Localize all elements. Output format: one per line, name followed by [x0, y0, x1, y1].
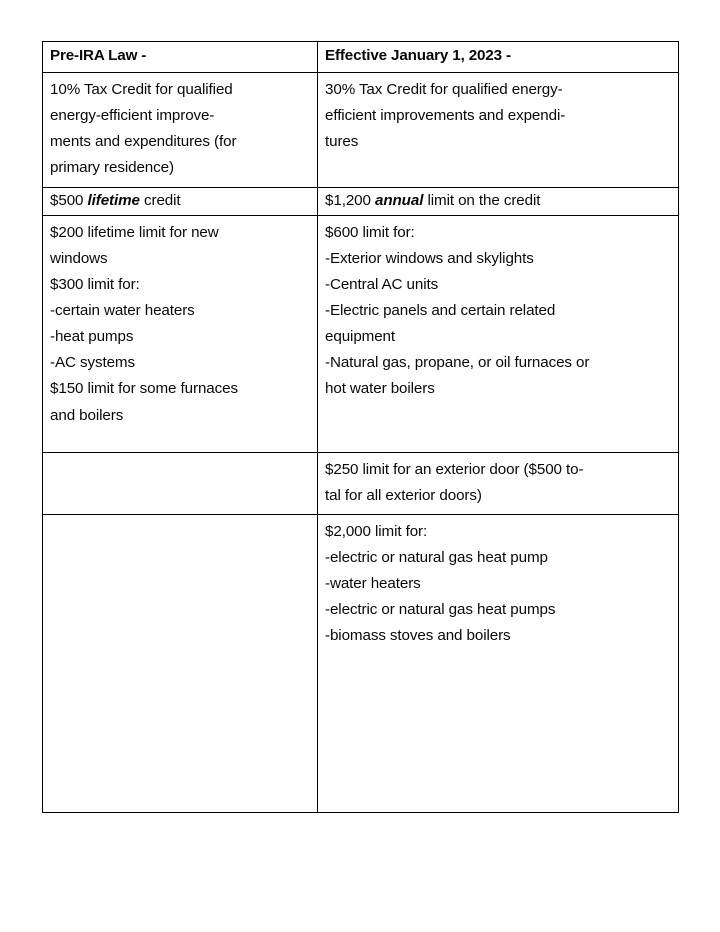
table-row [43, 514, 679, 812]
text-line: -Central AC units [325, 275, 439, 293]
text-prefix: $500 [50, 191, 88, 209]
text-line: $250 limit for an exterior door ($500 to- [325, 460, 584, 478]
text-line: ments and expenditures (for [50, 133, 237, 151]
header-cell-effective-2023 [318, 42, 679, 73]
text-line: hot water boilers [325, 380, 435, 398]
text-line: -electric or natural gas heat pump [325, 549, 548, 567]
text-line [50, 190, 311, 212]
cell-exterior-doors-left-empty [43, 452, 318, 514]
text-line: -Natural gas, propane, or oil furnaces or [325, 354, 590, 372]
text-suffix: limit on the credit [423, 191, 541, 209]
cell-exterior-doors-right [318, 452, 679, 514]
text-line: 30% Tax Credit for qualified energy- [325, 81, 563, 98]
cell-overview-right [318, 73, 679, 188]
text-line: and boilers [50, 406, 124, 424]
header-cell-pre-ira [43, 42, 318, 73]
text-line: -heat pumps [50, 328, 134, 346]
text-line: equipment [325, 328, 396, 346]
text-line: tal for all exterior doors) [325, 486, 482, 504]
text-line: windows [50, 249, 108, 267]
table-row [43, 187, 679, 215]
text-emphasis: annual [374, 191, 424, 209]
text-line: -AC systems [50, 354, 135, 372]
text-line: -water heaters [325, 575, 421, 593]
text-line: $300 limit for: [50, 275, 140, 293]
text-line: $200 lifetime limit for new [50, 223, 219, 241]
text-line: tures [325, 133, 359, 151]
text-line: -biomass stoves and boilers [325, 627, 511, 645]
header-label-pre-ira: Pre-IRA Law - [50, 47, 147, 64]
text-prefix: $1,200 [325, 191, 375, 209]
table-header-row [43, 42, 679, 73]
text-line: -Exterior windows and skylights [325, 249, 534, 267]
text-line [325, 190, 672, 212]
cell-component-limits-right [318, 215, 679, 452]
text-line: efficient improvements and expendi- [325, 107, 566, 125]
header-label-effective-2023: Effective January 1, 2023 - [325, 47, 511, 64]
text-line: primary residence) [50, 159, 174, 177]
table-row [43, 215, 679, 452]
cell-credit-cap-right [318, 187, 679, 215]
cell-credit-cap-left [43, 187, 318, 215]
cell-heat-pump-cap-left-empty [43, 514, 318, 812]
text-line: energy-efficient improve- [50, 107, 215, 125]
cell-overview-left [43, 73, 318, 188]
text-emphasis: lifetime [87, 191, 140, 209]
table-row [43, 73, 679, 188]
cell-heat-pump-cap-right [318, 514, 679, 812]
cell-component-limits-left [43, 215, 318, 452]
text-line: -Electric panels and certain related [325, 302, 556, 320]
text-line: $150 limit for some furnaces [50, 380, 238, 398]
ira-comparison-table [42, 41, 679, 813]
text-line: -electric or natural gas heat pumps [325, 601, 556, 619]
text-suffix: credit [139, 191, 181, 209]
table-row [43, 452, 679, 514]
text-line: $2,000 limit for: [325, 522, 428, 540]
text-line: -certain water heaters [50, 302, 195, 320]
text-line: 10% Tax Credit for qualified [50, 81, 233, 98]
text-line: $600 limit for: [325, 223, 415, 241]
